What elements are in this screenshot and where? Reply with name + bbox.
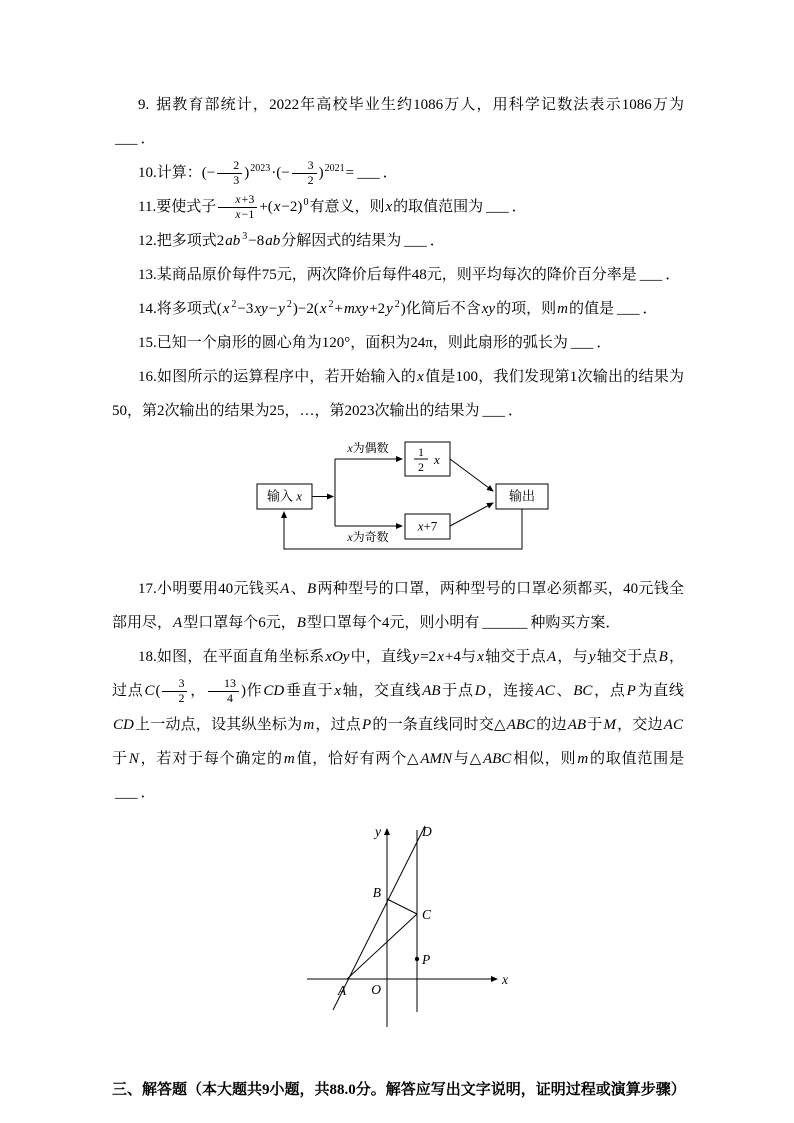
flowchart-input-label: 输入 x [266, 488, 303, 504]
flowchart-figure [252, 434, 684, 564]
question-text: 已知一个扇形的圆心角为120°，面积为24π，则此扇形的弧长为 ___ ． [156, 335, 612, 351]
question-text: 要使式子 $\frac{x+3}{x-1}$ $+(x-2)^0$有意义，则x的取值范围为 ___ ． [156, 192, 527, 222]
question-16 [112, 360, 684, 428]
question-text: 如图，在平面直角坐标系xOy中，直线y=2x+4与x轴交于点A，与y轴交于点B，过点C( $\frac{3}{2}$ ， $\frac{13}{4}$ )作CD垂直于x轴，交直线AB于点D，连接AC、BC，点P为直线CD上一动点，设其纵坐标为m，过点P的一条直线同时交△ABC的边AB于M，交边AC于N，若对于每个确定的m值，恰好有两个△AMN与△ABC相似，则m的取值范围是___ ． [112, 649, 684, 801]
question-15 [112, 326, 684, 360]
question-12 [112, 224, 684, 258]
flowchart-odd-label: x为奇数 [347, 530, 389, 544]
question-number: 11. [138, 199, 157, 215]
origin-label: O [371, 982, 381, 997]
question-number: 12. [138, 233, 157, 249]
flowchart-half-numerator: 1 [418, 445, 424, 459]
question-9 [112, 88, 684, 156]
question-text: 计算：(− $\frac{2}{3}$ )$^{2023}$·(− $\frac{3}{2}$ )$^{2021}$= ___ ． [156, 158, 398, 188]
segment-ac [347, 914, 417, 979]
flowchart-feedback-loop [284, 509, 522, 549]
point-c-label: C [422, 907, 432, 922]
question-number: 14. [138, 301, 157, 317]
section-header: 三、解答题（本大题共9小题，共88.0分。解答应写出文字说明，证明过程或演算步骤） [112, 1082, 686, 1098]
question-number: 18. [138, 649, 157, 665]
y-axis-label: y [375, 824, 381, 839]
question-14 [112, 292, 684, 326]
question-text: 小明要用40元钱买A、B两种型号的口罩，两种型号的口罩必须都买，40元钱全部用尽，A型口罩每个6元，B型口罩每个4元，则小明有 ______ 种购买方案． [112, 581, 684, 631]
coordinate-figure [292, 814, 684, 1049]
point-p-dot [415, 957, 419, 961]
question-text: 如图所示的运算程序中，若开始输入的x值是100，我们发现第1次输出的结果为50，第2次输出的结果为25，…，第2023次输出的结果为 ___ ． [112, 369, 684, 419]
question-10 [112, 156, 684, 190]
point-a-label: A [337, 983, 347, 998]
question-number: 9. [138, 97, 150, 113]
question-number: 15. [138, 335, 157, 351]
point-d-label: D [422, 824, 432, 839]
question-13 [112, 258, 684, 292]
question-number: 16. [138, 369, 157, 385]
flowchart-half-denominator: 2 [418, 460, 424, 474]
question-18 [112, 640, 684, 810]
point-b-label: B [372, 885, 381, 900]
question-text: 把多项式2ab $^3$−8ab分解因式的结果为 ___ ． [156, 231, 445, 249]
question-number: 17. [138, 581, 157, 597]
question-number: 13. [138, 267, 157, 283]
flowchart-merge-bottom-arrow [450, 503, 493, 526]
coordinate-svg [292, 814, 517, 1044]
flowchart-half-variable: x [434, 452, 440, 467]
x-axis-label: x [502, 972, 508, 987]
flowchart-merge-top-arrow [450, 459, 493, 491]
flowchart-svg [252, 434, 552, 559]
question-number: 10. [138, 165, 157, 181]
question-text: 某商品原价每件75元，两次降价后每件48元，则平均每次的降价百分率是 ___ ． [156, 267, 681, 283]
flowchart-plus-label: x+7 [417, 518, 438, 534]
flowchart-even-label: x为偶数 [347, 441, 389, 455]
segment-bc [387, 899, 417, 914]
point-p-label: P [422, 952, 431, 967]
flowchart-output-label: 输出 [508, 488, 536, 504]
question-11 [112, 190, 684, 224]
question-17 [112, 572, 684, 640]
question-text: 将多项式(x $^2$−3xy−y $^2$)−2(x $^2$+mxy+2y $^2$)化简后不含xy的项，则m的值是 ___ ． [156, 299, 658, 317]
question-text: 据教育部统计，2022年高校毕业生约1086万人，用科学记数法表示1086万为___ ． [115, 97, 684, 147]
